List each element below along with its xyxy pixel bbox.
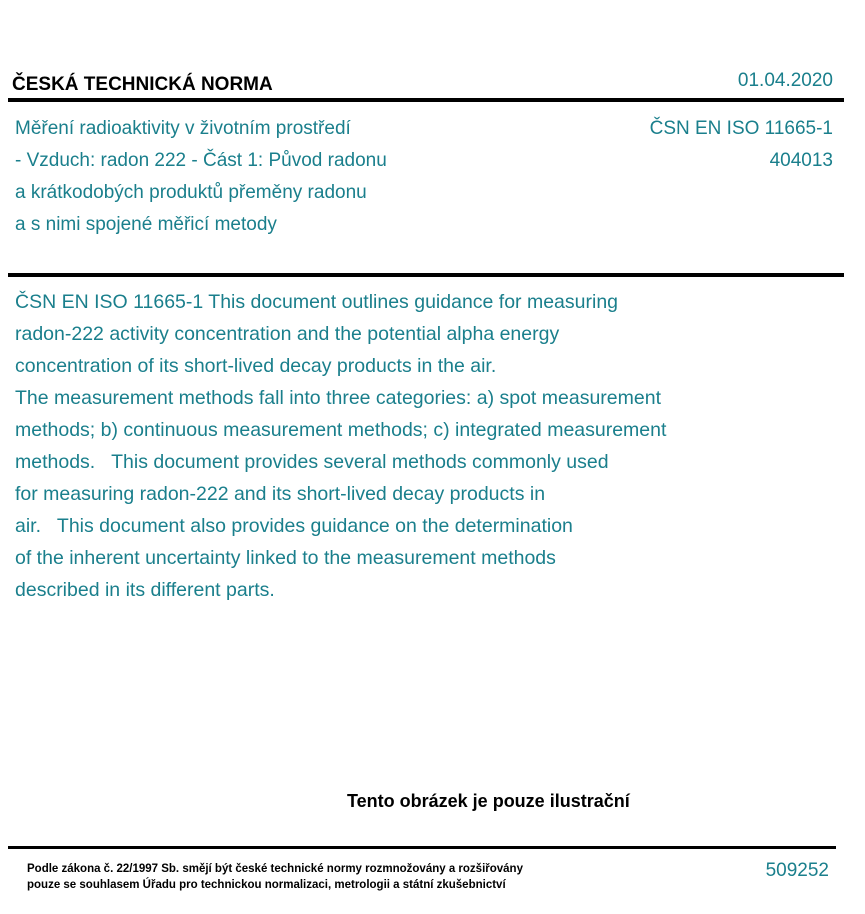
standard-label: ČESKÁ TECHNICKÁ NORMA — [12, 74, 273, 95]
abstract-line: ČSN EN ISO 11665-1 This document outlines guidance for measuring — [15, 291, 619, 313]
abstract — [15, 286, 775, 606]
abstract-line: described in its different parts. — [15, 579, 275, 601]
abstract-line: concentration of its short-lived decay products in the air. — [15, 355, 497, 377]
title-line: a s nimi spojené měřicí metody — [15, 214, 277, 235]
abstract-line: radon-222 activity concentration and the potential alpha energy — [15, 323, 560, 345]
header-divider — [8, 98, 844, 102]
issue-date: 01.04.2020 — [737, 70, 833, 91]
document-title — [15, 113, 475, 241]
abstract-line: The measurement methods fall into three categories: a) spot measurement — [15, 387, 661, 409]
abstract-line: air. This document also provides guidance on the determination — [15, 515, 573, 537]
document-number: 509252 — [765, 860, 829, 881]
legal-line: pouze se souhlasem Úřadu pro technickou normalizaci, metrologii a státní zkušebnictví — [27, 879, 506, 891]
title-line: - Vzduch: radon 222 - Část 1: Původ radonu — [15, 150, 387, 171]
legal-notice — [27, 861, 523, 893]
title-divider — [8, 273, 844, 277]
abstract-line: methods. This document provides several methods commonly used — [15, 451, 609, 473]
title-line: Měření radioaktivity v životním prostředí — [15, 118, 351, 139]
identifiers — [650, 113, 833, 177]
legal-line: Podle zákona č. 22/1997 Sb. smějí být české technické normy rozmnožovány a rozšiřovány — [27, 863, 523, 875]
standard-code: ČSN EN ISO 11665-1 — [649, 118, 833, 139]
footer-divider — [8, 846, 836, 849]
abstract-line: methods; b) continuous measurement methods; c) integrated measurement — [15, 419, 667, 441]
classification-number: 404013 — [769, 150, 833, 171]
abstract-line: for measuring radon-222 and its short-lived decay products in — [15, 483, 546, 505]
abstract-line: of the inherent uncertainty linked to the measurement methods — [15, 547, 556, 569]
illustration-note: Tento obrázek je pouze ilustrační — [347, 791, 630, 811]
title-line: a krátkodobých produktů přeměny radonu — [15, 182, 367, 203]
